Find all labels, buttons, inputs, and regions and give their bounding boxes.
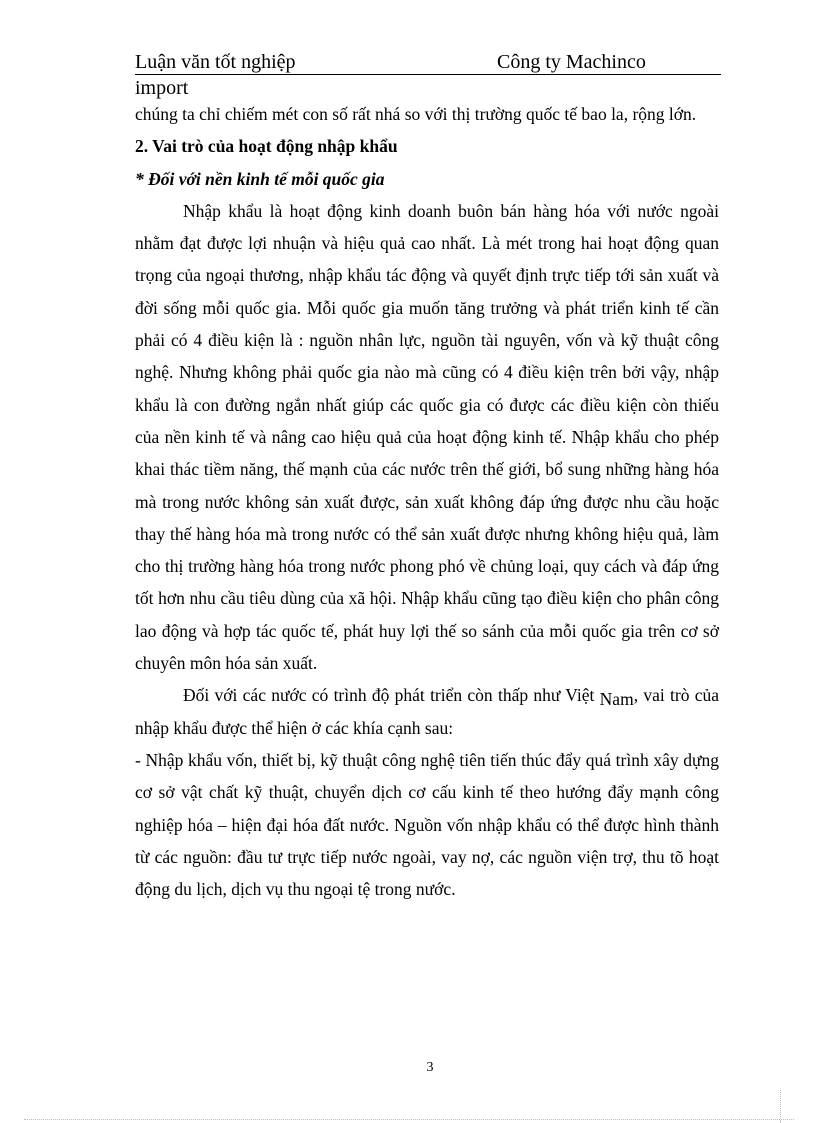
document-body [135, 98, 719, 905]
paragraph-text: Đối với các nước có trình độ phát triển còn thấp như Việt [183, 685, 595, 706]
header-left-title: Luận văn tốt nghiệp [135, 51, 296, 73]
paragraph-role-of-import: Nhập khẩu là hoạt động kinh doanh buôn bán hàng hóa với nước ngoài nhằm đạt được lợi nhuận và hiệu quả cao nhất. Là mét trong hai hoạt động quan trọng của ngoại thương, nhập khẩu tác động và quyết định trực tiếp tới sản xuất và đời sống mỗi quốc gia. Mỗi quốc gia muốn tăng trưởng và phát triển kinh tế cần phải có 4 điều kiện là : nguồn nhân lực, nguồn tài nguyên, vốn và kỹ thuật công nghệ. Nhưng không phải quốc gia nào mà cũng có 4 điều kiện trên bởi vậy, nhập khẩu là con đường ngắn nhất giúp các quốc gia có được các điều kiện còn thiếu của nền kinh tế và nâng cao hiệu quả của hoạt động kinh tế. Nhập khẩu cho phép khai thác tiềm năng, thế mạnh của các nước trên thế giới, bổ sung những hàng hóa mà trong nước không sản xuất được, sản xuất không đáp ứng được nhu cầu hoặc thay thế hàng hóa mà trong nước có thể sản xuất được nhưng không hiệu quả, làm cho thị trường hàng hóa trong nước phong phó về chủng loại, quy cách và đáp ứng tốt hơn nhu cầu tiêu dùng của xã hội. Nhập khẩu cũng tạo điều kiện cho phân công lao động và hợp tác quốc tế, phát huy lợi thế so sánh của mỗi quốc gia trên cơ sở chuyên môn hóa sản xuất. [135, 200, 719, 674]
paragraph-text: , vai trò của nhập khẩu được thể hiện ở các khía cạnh sau: [135, 685, 720, 738]
page-header [135, 50, 721, 75]
section-heading: 2. Vai trò của hoạt động nhập khẩu [135, 136, 398, 157]
paragraph-capital-import: - Nhập khẩu vốn, thiết bị, kỹ thuật công nghệ tiên tiến thúc đẩy quá trình xây dựng cơ sở vật chất kỹ thuật, chuyển dịch cơ cấu kinh tế theo hướng đẩy mạnh công nghiệp hóa – hiện đại hóa đất nước. Nguồn vốn nhập khẩu có thể được hình thành từ các nguồn: đầu tư trực tiếp nước ngoài, vay nợ, các nguồn viện trợ, thu tõ hoạt động du lịch, dịch vụ thu ngoại tệ trong nước. [135, 749, 719, 900]
paragraph-text-raised: Nam [599, 689, 634, 710]
paragraph-continued: chúng ta chỉ chiếm mét con số rất nhá so với thị trường quốc tế bao la, rộng lớn. [135, 104, 697, 124]
header-right-title: Công ty Machinco [497, 51, 646, 73]
subsection-heading: * Đối với nền kinh tế mỗi quốc gia [135, 168, 385, 189]
paragraph-developing-countries [135, 679, 719, 744]
header-continuation: import [135, 77, 189, 99]
page-boundary-line [24, 1119, 794, 1120]
page-corner-mark [780, 1090, 781, 1123]
page-number: 3 [426, 1060, 434, 1075]
